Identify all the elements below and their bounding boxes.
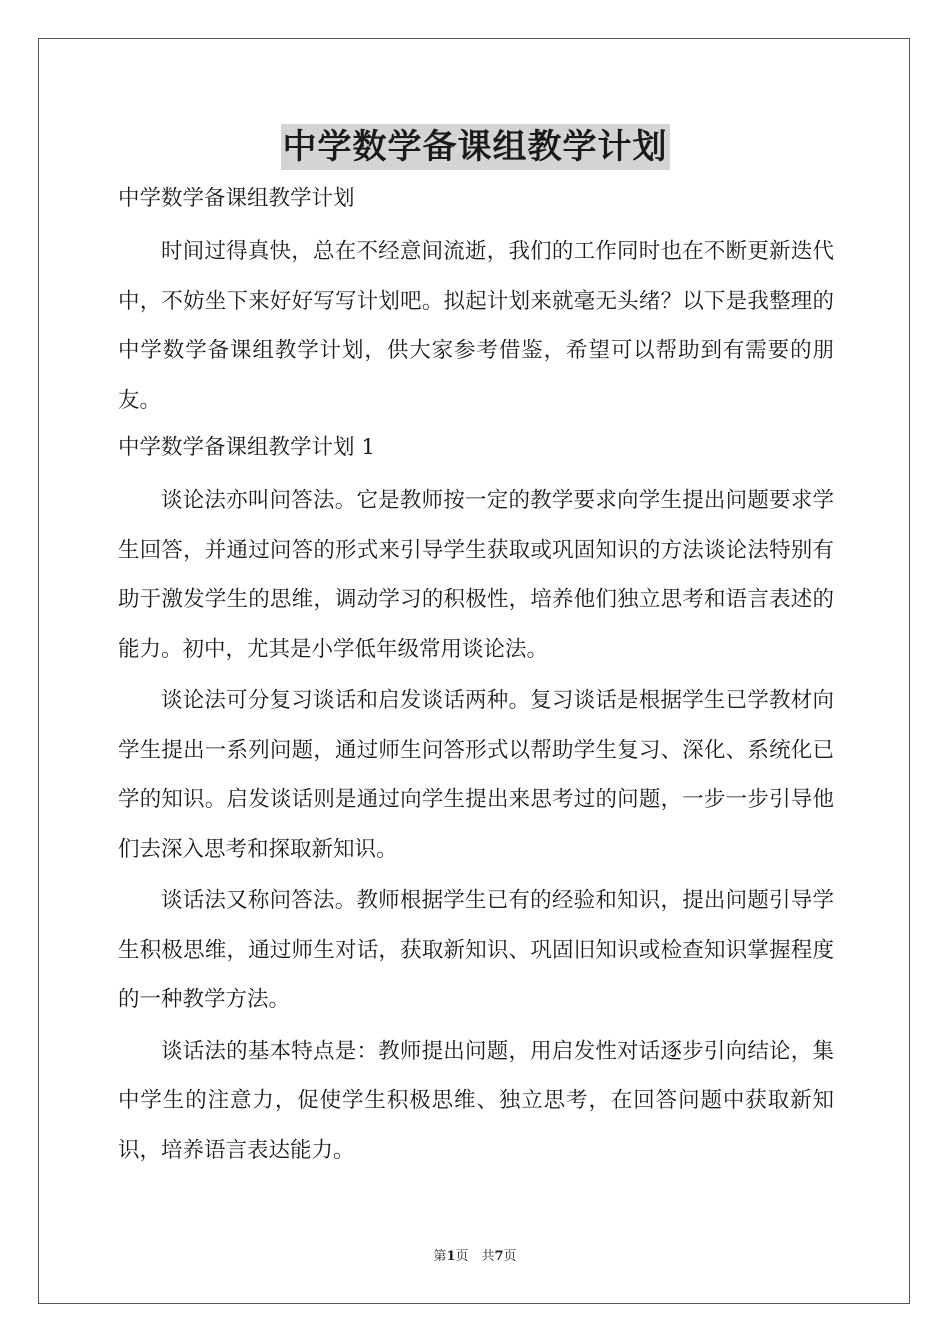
body-paragraph-2: 谈论法可分复习谈话和启发谈话两种。复习谈话是根据学生已学教材向学生提出一系列问题，通过师生问答形式以帮助学生复习、深化、系统化已学的知识。启发谈话则是通过向学生提出来思考过的问题，一步一步引导他们去深入思考和探取新知识。 <box>118 688 834 862</box>
document-title: 中学数学备课组教学计划 <box>281 124 670 170</box>
body-paragraph-3: 谈话法又称问答法。教师根据学生已有的经验和知识，提出问题引导学生积极思维，通过师生对话，获取新知识、巩固旧知识或检查知识掌握程度的一种教学方法。 <box>118 888 834 1012</box>
section-heading: 中学数学备课组教学计划 1 <box>118 435 376 460</box>
title-container <box>0 124 950 170</box>
footer-total-pages: 7 <box>494 1249 504 1264</box>
footer-prefix: 第 <box>433 1249 447 1264</box>
page-number-footer <box>0 1248 950 1266</box>
document-subtitle: 中学数学备课组教学计划 <box>118 186 355 211</box>
intro-paragraph: 时间过得真快，总在不经意间流逝，我们的工作同时也在不断更新迭代中，不妨坐下来好好写写计划吧。拟起计划来就毫无头绪？以下是我整理的中学数学备课组教学计划，供大家参考借鉴，希望可以帮助到有需要的朋友。 <box>118 239 834 413</box>
footer-current-page: 1 <box>446 1249 456 1264</box>
body-paragraph-1: 谈论法亦叫问答法。它是教师按一定的教学要求向学生提出问题要求学生回答，并通过问答的形式来引导学生获取或巩固知识的方法谈论法特别有助于激发学生的思维，调动学习的积极性，培养他们独立思考和语言表述的能力。初中，尤其是小学低年级常用谈论法。 <box>118 488 834 662</box>
footer-mid: 页 共 <box>455 1249 495 1264</box>
footer-suffix: 页 <box>503 1249 517 1264</box>
body-paragraph-4: 谈话法的基本特点是：教师提出问题，用启发性对话逐步引向结论，集中学生的注意力，促使学生积极思维、独立思考，在回答问题中获取新知识，培养语言表达能力。 <box>118 1038 834 1163</box>
document-body <box>118 178 834 1177</box>
